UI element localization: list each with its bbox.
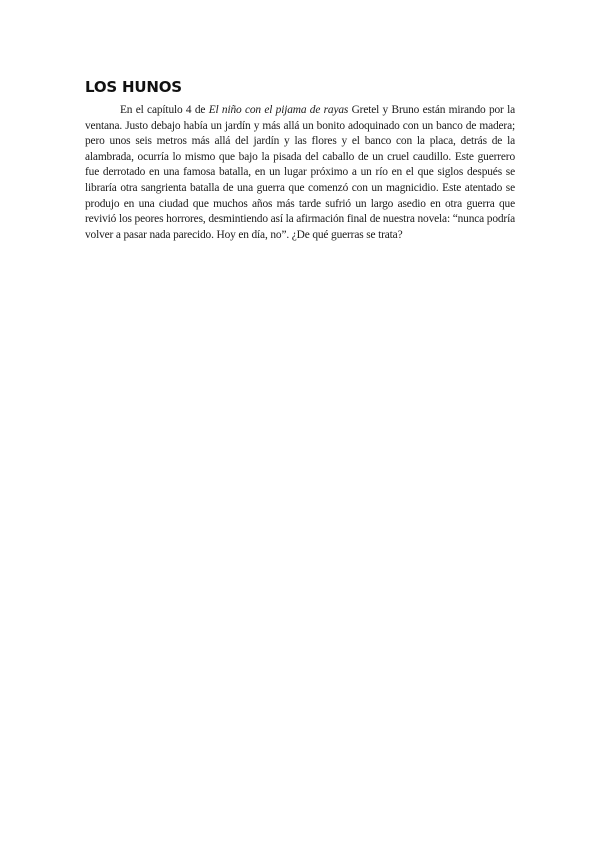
paragraph-intro: En el capítulo 4 de: [120, 104, 209, 116]
body-paragraph: [85, 103, 515, 243]
page-title: LOS HUNOS: [85, 78, 182, 96]
paragraph-rest: Gretel y Bruno están mirando por la ventana. Justo debajo había un jardín y más allá un bonito adoquinado con un banco de madera; pero unos seis metros más allá del jardín y las flores y el banco con la placa, detrás de la alambrada, ocurría lo mismo que bajo la pisada del caballo de un cruel caudillo. Este guerrero fue derrotado en una famosa batalla, en un lugar próximo a un río en el que siglos después se libraría otra sangrienta batalla de una guerra que comenzó con un magnicidio. Este atentado se produjo en una ciudad que muchos años más tarde sufrió un largo asedio en otra guerra que revivió los peores horrores, desmintiendo así la afirmación final de nuestra novela: “nunca podría volver a pasar nada parecido. Hoy en día, no”. ¿De qué guerras se trata?: [85, 104, 516, 241]
book-title: El niño con el pijama de rayas: [208, 104, 349, 116]
